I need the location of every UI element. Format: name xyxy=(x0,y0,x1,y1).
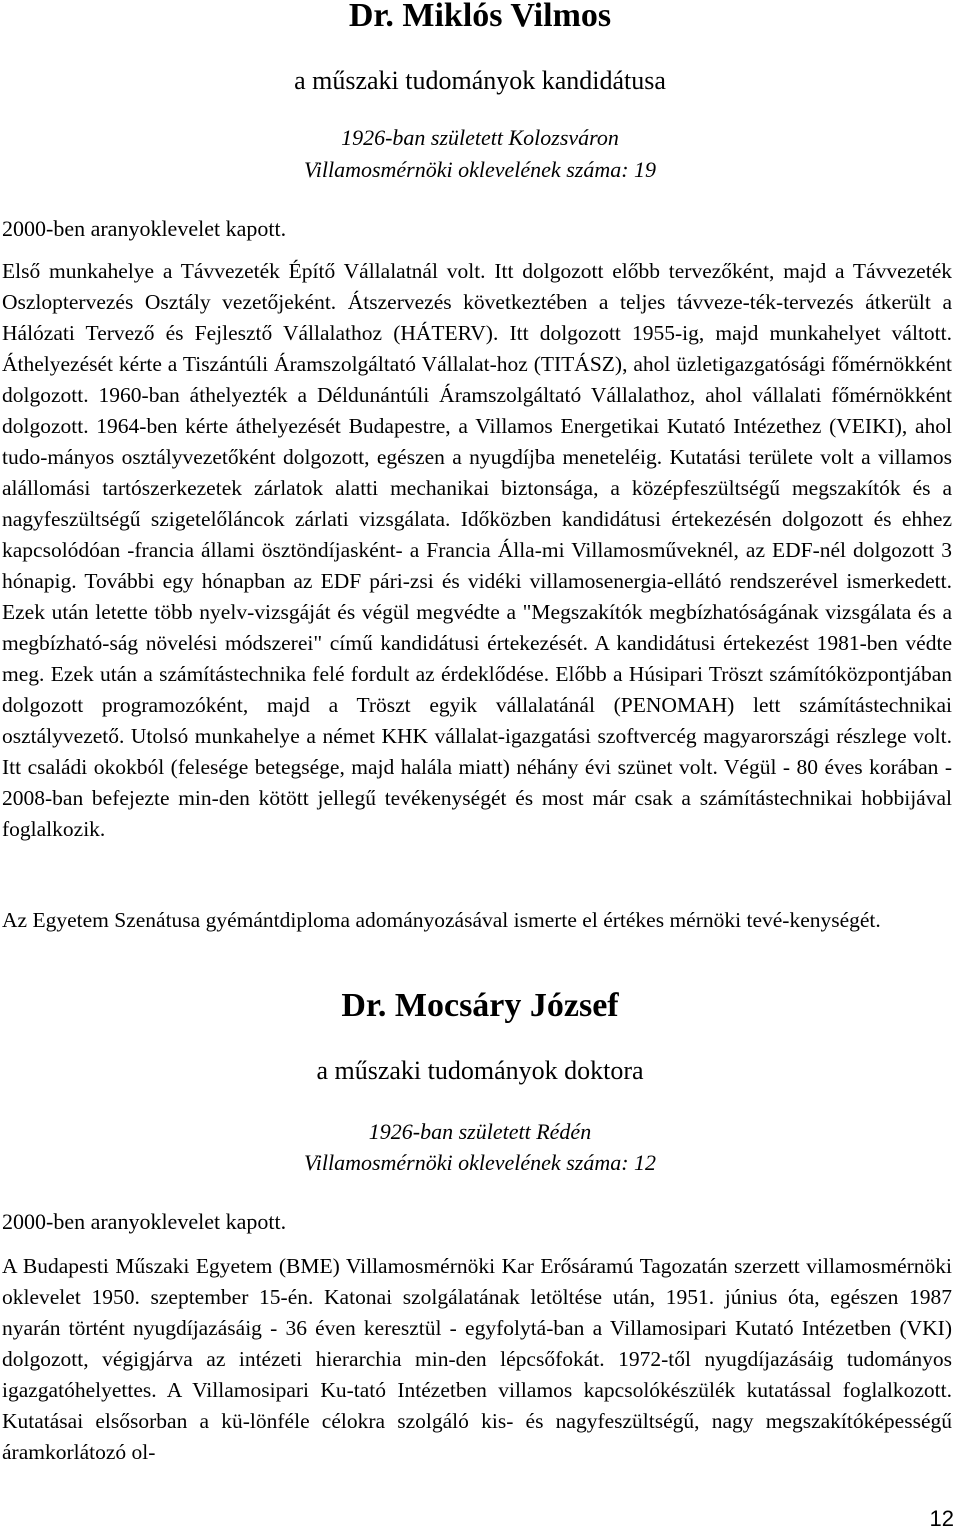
person2-diploma-number: Villamosmérnöki oklevelének száma: 12 xyxy=(303,1150,657,1175)
person2-title: a műszaki tudományok doktora xyxy=(316,1056,644,1085)
person2-birth: 1926-ban született Rédén xyxy=(368,1119,592,1144)
person1-diploma-number: Villamosmérnöki oklevelének száma: 19 xyxy=(303,157,657,182)
person2-name: Dr. Mocsáry József xyxy=(341,987,619,1024)
person1-gold-diploma: 2000-ben aranyoklevelet kapott. xyxy=(2,216,287,241)
page-number: 12 xyxy=(929,1506,954,1531)
person1-award: Az Egyetem Szenátusa gyémántdiploma adományozásával ismerte el értékes mérnöki tevé-kenységét. xyxy=(2,908,881,932)
person1-title: a műszaki tudományok kandidátusa xyxy=(294,66,666,95)
person2-gold-diploma: 2000-ben aranyoklevelet kapott. xyxy=(2,1209,287,1234)
person1-birth: 1926-ban született Kolozsváron xyxy=(341,125,619,150)
person1-name: Dr. Miklós Vilmos xyxy=(348,0,612,34)
person1-bio: Első munkahelye a Távvezeték Építő Vállalatnál volt. Itt dolgozott előbb tervezőként, majd a Távvezeték Oszloptervezés Osztály vezetőjeként. Átszervezés következtében a teljes távveze-ték-tervezés átkerült a Hálózati Tervező és Fejlesztő Vállalathoz (HÁTERV). Itt dolgozott 1955-ig, majd munkahelyet váltott. Áthelyezését kérte a Tiszántúli Áramszolgáltató Vállalat-hoz (TITÁSZ), ahol üzletigazgatósági főmérnökként dolgozott. 1960-ban áthelyezték a Déldunántúli Áramszolgáltató Vállalathoz, ahol vállalati főmérnökként dolgozott. 1964-ben kérte áthelyezését Budapestre, a Villamos Energetikai Kutató Intézethez (VEIKI), ahol tudo-mányos osztályvezetőként dolgozott, egészen a nyugdíjba meneteléig. Kutatási területe volt a villamos alállomási tartószerkezetek zárlatok alatti mechanikai biztonsága, a középfeszültségű megszakítók és a nagyfeszültségű szigetelőláncok zárlati vizsgálata. Időközben kandidátusi értekezésén dolgozott és ehhez kapcsolódóan -francia állami ösztöndíjasként- a Francia Álla-mi Villamosműveknél, az EDF-nél dolgozott 3 hónapig. További egy hónapban az EDF pári-zsi és vidéki villamosenergia-ellátó rendszerével ismerkedett. Ezek után letette több nyelv-vizsgáját és végül megvédte a "Megszakítók megbízhatóságának vizsgálata és a megbízható-ság növelési módszerei" című kandidátusi értekezését. A kandidátusi értekezést 1981-ben védte meg. Ezek után a számítástechnika felé fordult az érdeklődése. Előbb a Húsipari Tröszt számítóközpontjában dolgozott programozóként, majd a Tröszt egyik vállalatánál (PENOMAH) lett számítástechnikai osztályvezető. Utolsó munkahelye a német KHK vállalat-igazgatási szoftvercég magyarországi részlege volt. Itt családi okokból (felesége betegsége, majd halála miatt) néhány évi szünet volt. Végül - 80 éves korában - 2008-ban befejezte min-den kötött jellegű tevékenységét és most már csak a számítástechnikai hobbijával foglalkozik. xyxy=(2,259,952,841)
person2-bio: A Budapesti Műszaki Egyetem (BME) Villamosmérnöki Kar Erősáramú Tagozatán szerzett villamosmérnöki oklevelet 1950. szeptember 15-én. Katonai szolgálatának letöltése után, 1951. június óta, egészen 1987 nyarán történt nyugdíjazásáig - 36 éven keresztül - egyfolytá-ban a Villamosipari Kutató Intézetben (VKI) dolgozott, végigjárva az intézeti hierarchia min-den lépcsőfokát. 1972-től nyugdíjazásáig tudományos igazgatóhelyettes. A Villamosipari Ku-tató Intézetben villamos kapcsolókészülék kutatással foglalkozott. Kutatásai elsősorban a kü-lönféle célokra szolgáló kis- és nagyfeszültségű, nagy megszakítóképességű áramkorlátozó ol- xyxy=(2,1254,952,1464)
